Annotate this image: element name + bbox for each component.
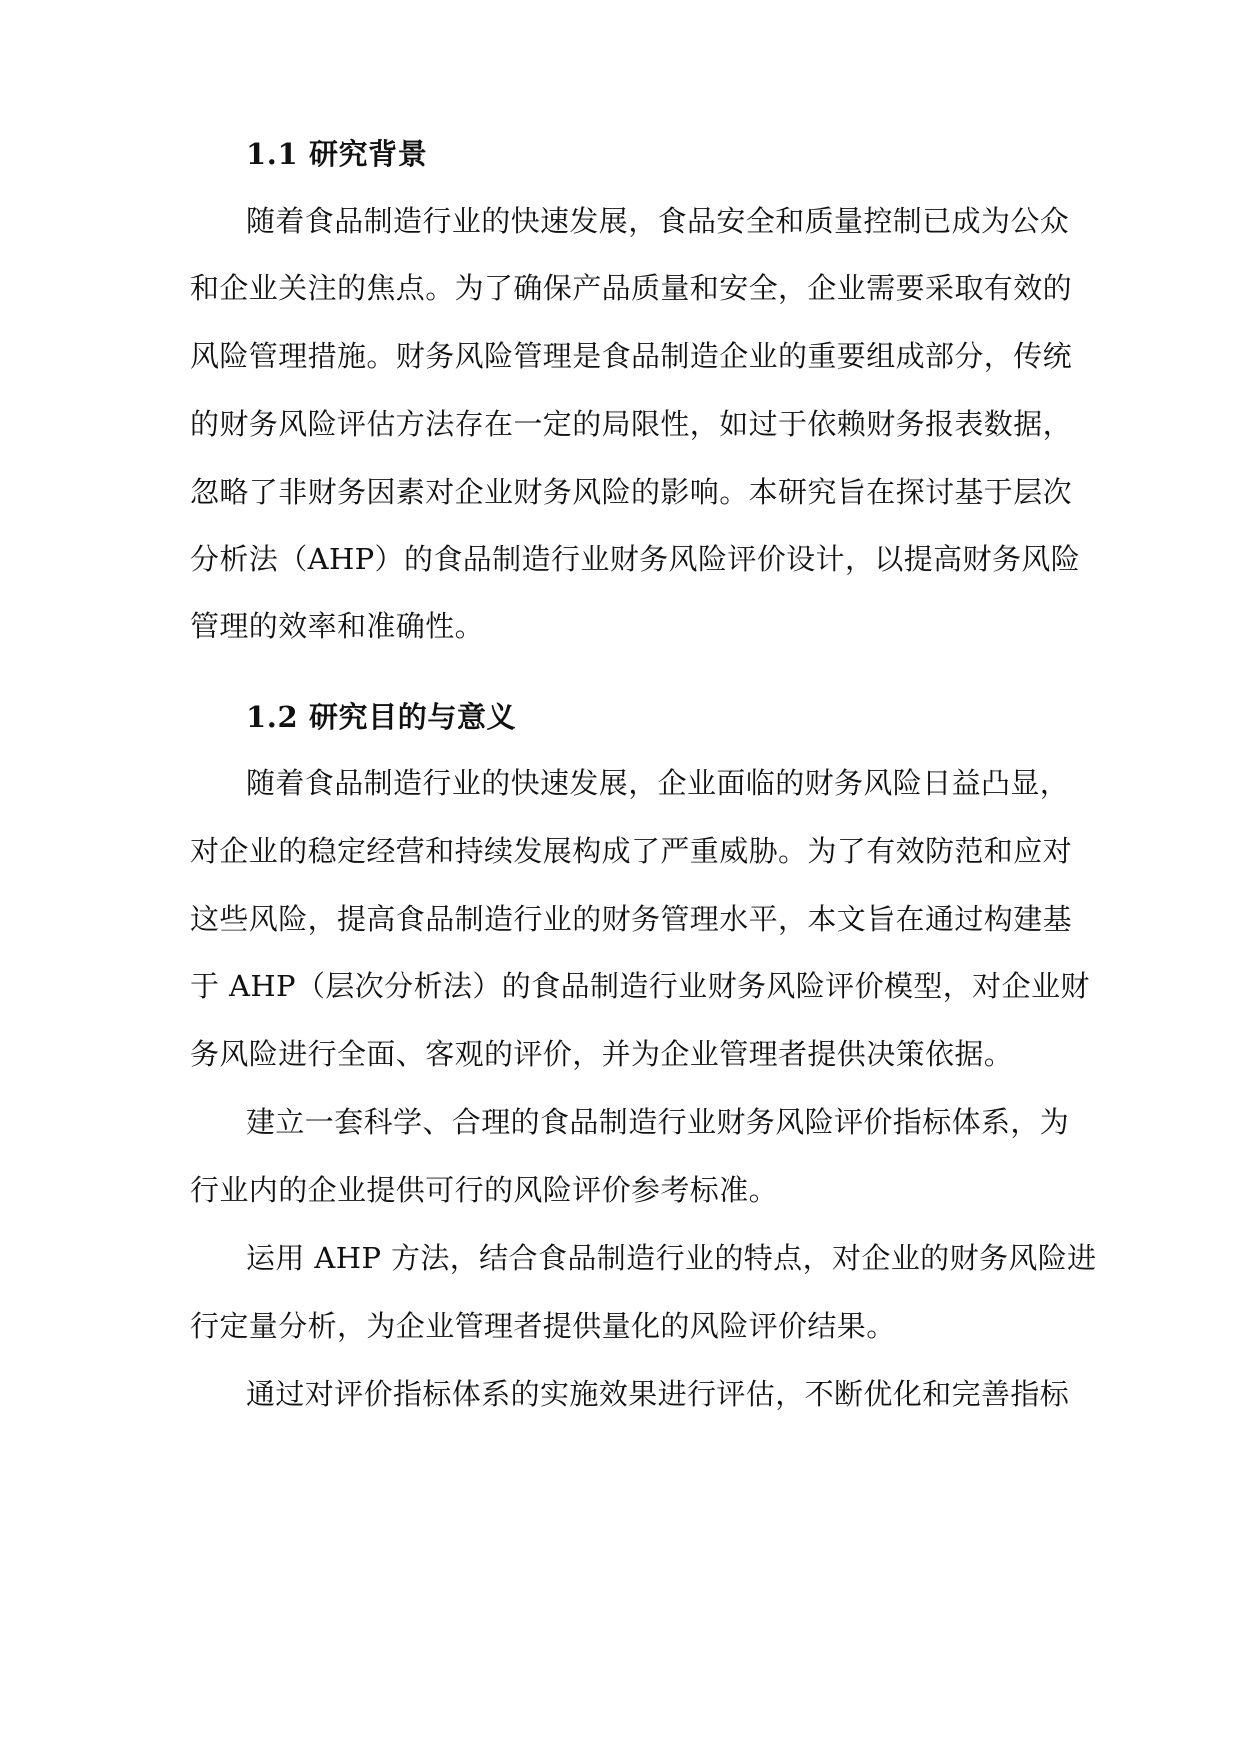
section-heading-1-1: 1.1 研究背景 — [246, 137, 428, 171]
paragraph-line: 分析法（AHP）的食品制造行业财务风险评价设计，以提高财务风险 — [190, 542, 1081, 576]
paragraph-line: 通过对评价指标体系的实施效果进行评估，不断优化和完善指标 — [246, 1377, 1070, 1411]
paragraph-line: 这些风险，提高食品制造行业的财务管理水平，本文旨在通过构建基 — [190, 902, 1073, 936]
paragraph-line: 随着食品制造行业的快速发展，食品安全和质量控制已成为公众 — [246, 204, 1070, 238]
section-heading-1-2: 1.2 研究目的与意义 — [246, 700, 517, 734]
paragraph-line: 建立一套科学、合理的食品制造行业财务风险评价指标体系，为 — [246, 1105, 1070, 1139]
paragraph-line: 随着食品制造行业的快速发展，企业面临的财务风险日益凸显， — [246, 766, 1070, 800]
paragraph-line: 的财务风险评估方法存在一定的局限性，如过于依赖财务报表数据， — [190, 407, 1073, 441]
paragraph-line: 行定量分析，为企业管理者提供量化的风险评价结果。 — [190, 1309, 896, 1343]
paragraph-line: 和企业关注的焦点。为了确保产品质量和安全，企业需要采取有效的 — [190, 271, 1073, 305]
paragraph-line: 行业内的企业提供可行的风险评价参考标准。 — [190, 1173, 779, 1207]
paragraph-line: 运用 AHP 方法，结合食品制造行业的特点，对企业的财务风险进 — [246, 1241, 1097, 1275]
paragraph-line: 忽略了非财务因素对企业财务风险的影响。本研究旨在探讨基于层次 — [190, 475, 1073, 509]
paragraph-line: 于 AHP（层次分析法）的食品制造行业财务风险评价模型，对企业财 — [190, 969, 1090, 1003]
paragraph-line: 风险管理措施。财务风险管理是食品制造企业的重要组成部分，传统 — [190, 339, 1073, 373]
paragraph-line: 务风险进行全面、客观的评价，并为企业管理者提供决策依据。 — [190, 1037, 1014, 1071]
paragraph-line: 对企业的稳定经营和持续发展构成了严重威胁。为了有效防范和应对 — [190, 834, 1073, 868]
paragraph-line: 管理的效率和准确性。 — [190, 609, 485, 643]
